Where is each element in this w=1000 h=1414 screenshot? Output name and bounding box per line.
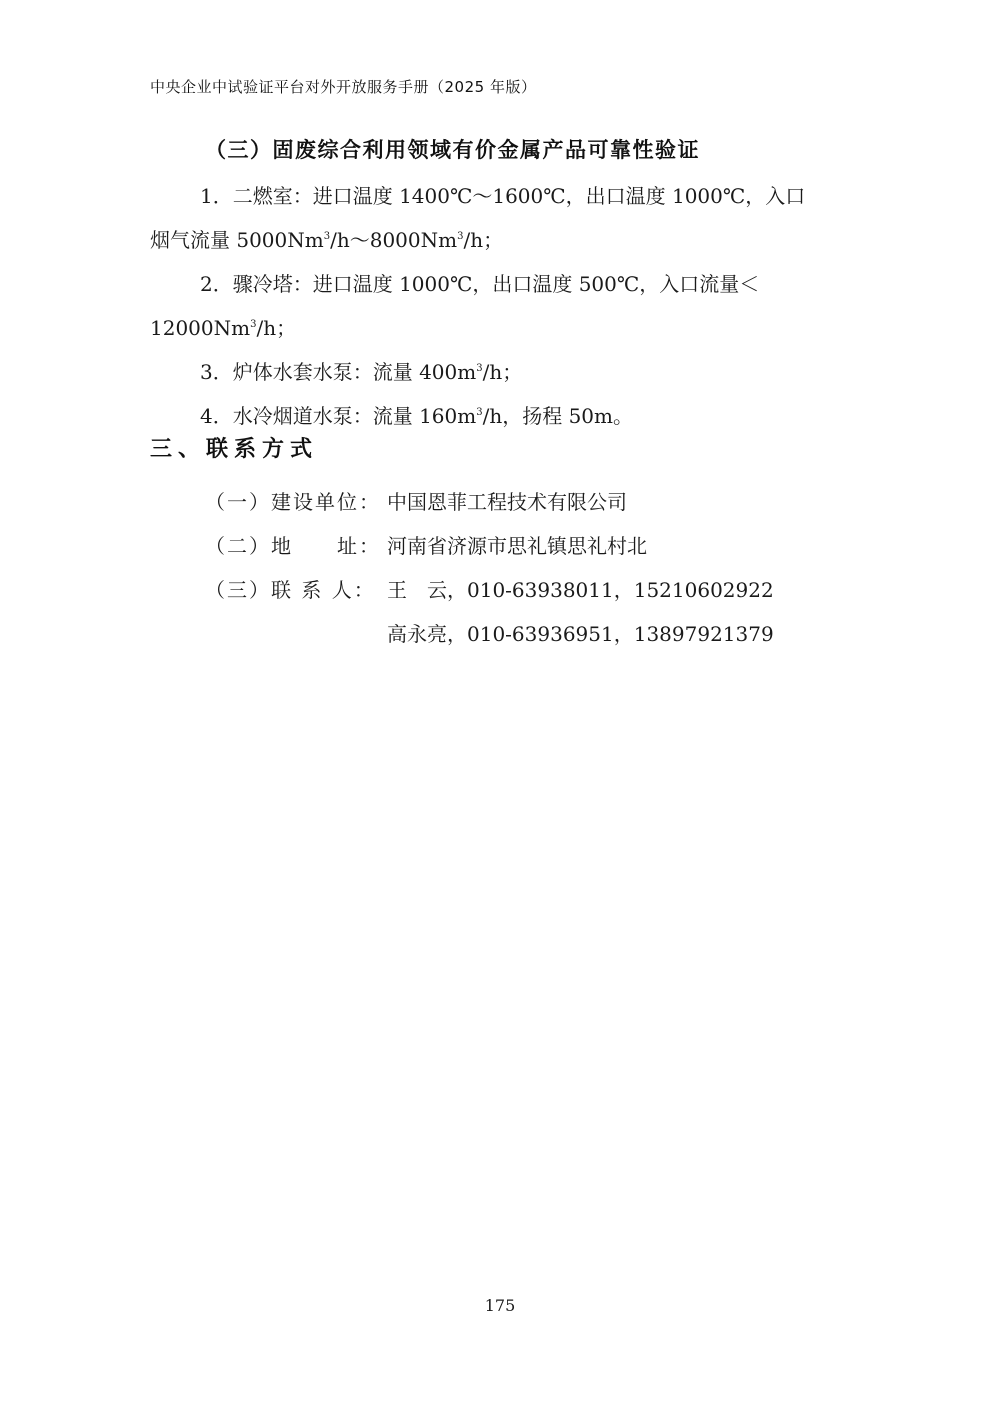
spec-2-line-1: 2．骤冷塔：进口温度 1000℃，出口温度 500℃，入口流量＜ [200,272,760,296]
spec-3-line: 3．炉体水套水泵：流量 $400m^3/h$； [200,360,523,384]
contact-address-label: （二）地 址： [205,534,381,558]
contact-person-label: （三）联 系 人： [205,578,376,602]
contact-unit-row [205,486,627,515]
contact-unit-value: 中国恩菲工程技术有限公司 [387,490,627,514]
document-header: 中央企业中试验证平台对外开放服务手册（2025 年版） [150,78,537,96]
contact-person-1: 王 云，010-63938011，15210602922 [387,578,774,602]
contact-address-value: 河南省济源市思礼镇思礼村北 [387,534,647,558]
contact-unit-label: （一）建设单位： [205,490,381,514]
contact-person-row [205,574,774,603]
section-title: 三、联系方式 [150,437,319,462]
subsection-title: （三）固废综合利用领域有价金属产品可靠性验证 [205,138,700,162]
spec-2-line-2: 12000Nm$^3$/h； [150,316,297,340]
page-number: 175 [484,1296,516,1315]
spec-1-line-2: 烟气流量 5000Nm$^3$/h～8000Nm$^3$/h； [150,228,504,252]
spec-1-line-1: 1．二燃室：进口温度 1400℃～1600℃，出口温度 1000℃，入口 [200,184,806,208]
contact-person-2: 高永亮，010-63936951，13897921379 [387,622,774,646]
spec-4-line: 4．水冷烟道水泵：流量 $160m^3/h$，扬程 50m。 [200,404,633,428]
contact-address-row [205,530,647,559]
